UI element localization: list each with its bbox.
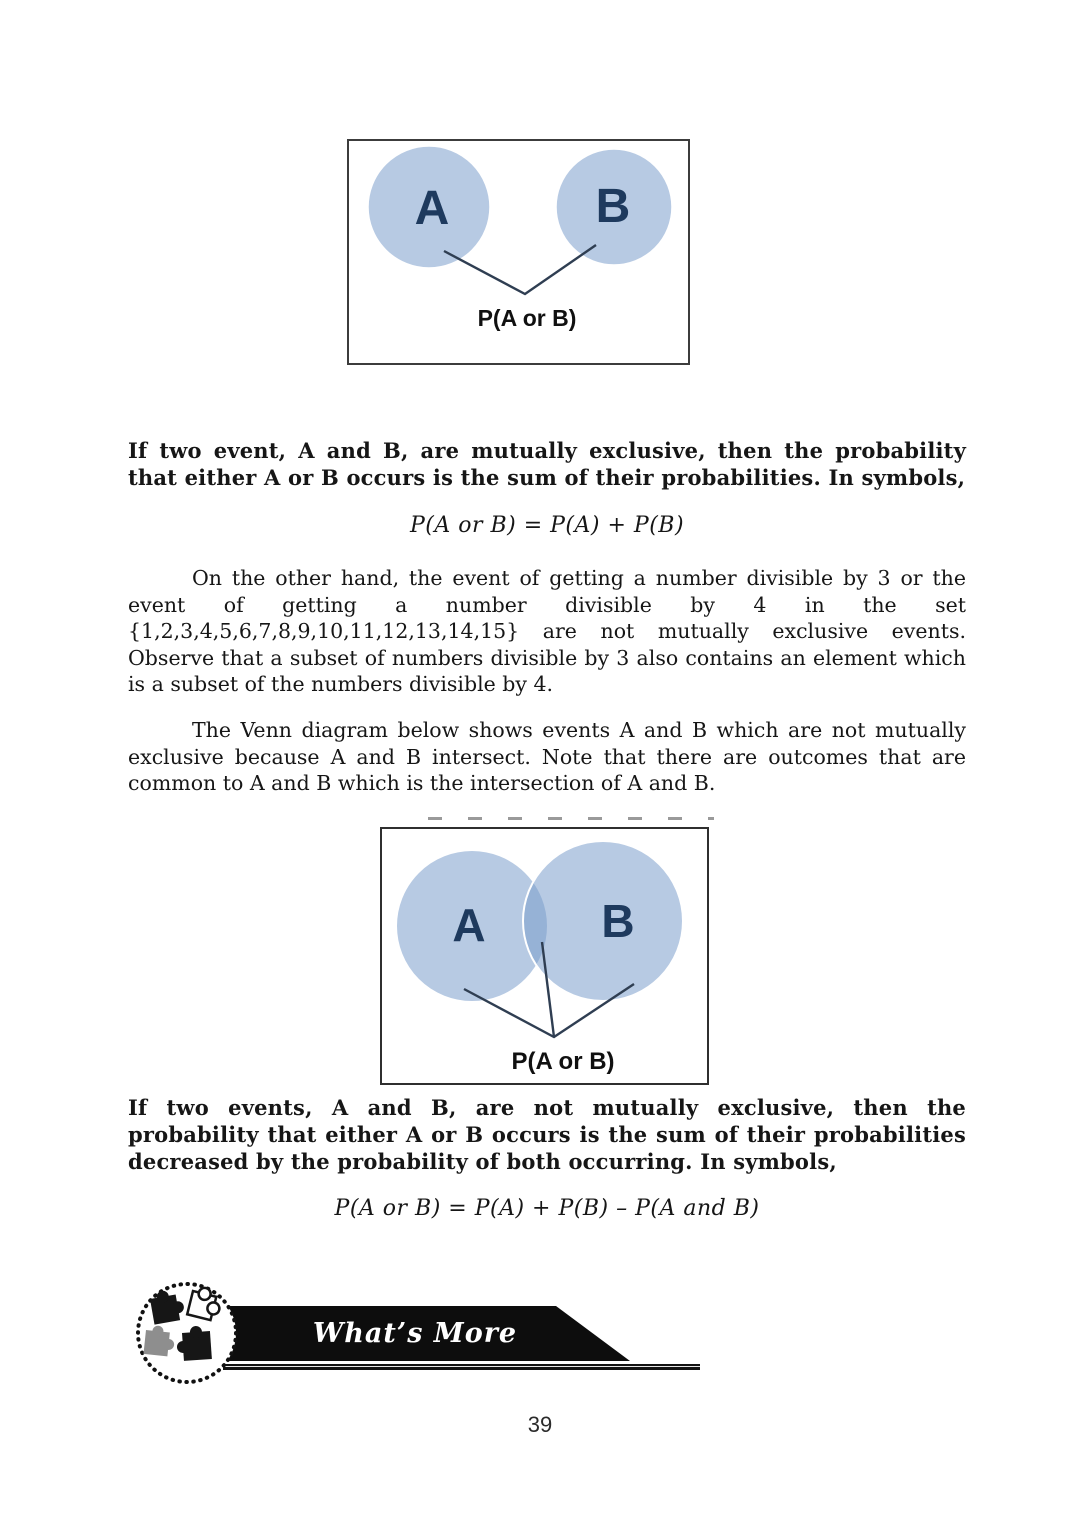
bold-statement-not-mutually-exclusive: If two events, A and B, are not mutually exclusive, then the probability that either A or B occurs is the sum of their probabilities decreased by the probability of both occurring. In symbols, bbox=[128, 1095, 966, 1174]
venn-disjoint-svg bbox=[349, 141, 688, 363]
circle-b-label: B bbox=[595, 180, 631, 233]
dashed-border-fragment bbox=[428, 817, 714, 820]
circle-a-label: A bbox=[414, 182, 450, 235]
section-banner bbox=[223, 1300, 700, 1364]
formula-not-mutually-exclusive: P(A or B) = P(A) + P(B) – P(A and B) bbox=[334, 1196, 760, 1221]
section-title: What’s More bbox=[312, 1318, 518, 1349]
banner-underline bbox=[223, 1364, 700, 1370]
paragraph-not-mutually-exclusive-example: On the other hand, the event of getting a number divisible by 3 or the event of getting a number divisible by 4 in the set {1,2,3,4,5,6,7,8,9,10,11,12,13,14,15} are not mutually exclusive events. Observe that a subset of numbers divisible by 3 also contains an element which is a subset of the numbers divisible by 4. bbox=[128, 566, 966, 697]
venn-diagram-mutually-exclusive bbox=[347, 139, 690, 365]
page-number: 39 bbox=[527, 1412, 553, 1437]
paragraph-venn-intro: The Venn diagram below shows events A and B which are not mutually exclusive because A and B intersect. Note that there are outcomes that are common to A and B which is the intersection of A and B. bbox=[128, 718, 966, 796]
bold-statement-mutually-exclusive: If two event, A and B, are mutually exclusive, then the probability that either A or B occurs is the sum of their probabilities. In symbols, bbox=[128, 438, 966, 490]
figure-caption: P(A or B) bbox=[477, 305, 577, 331]
formula-mutually-exclusive: P(A or B) = P(A) + P(B) bbox=[409, 513, 685, 538]
venn-diagram-overlapping bbox=[380, 827, 709, 1085]
puzzle-pieces-icon bbox=[127, 1273, 247, 1393]
circle-b-label: B bbox=[601, 895, 635, 947]
figure-caption: P(A or B) bbox=[511, 1048, 615, 1075]
venn-overlap-svg bbox=[382, 829, 707, 1083]
circle-a-label: A bbox=[452, 899, 486, 951]
